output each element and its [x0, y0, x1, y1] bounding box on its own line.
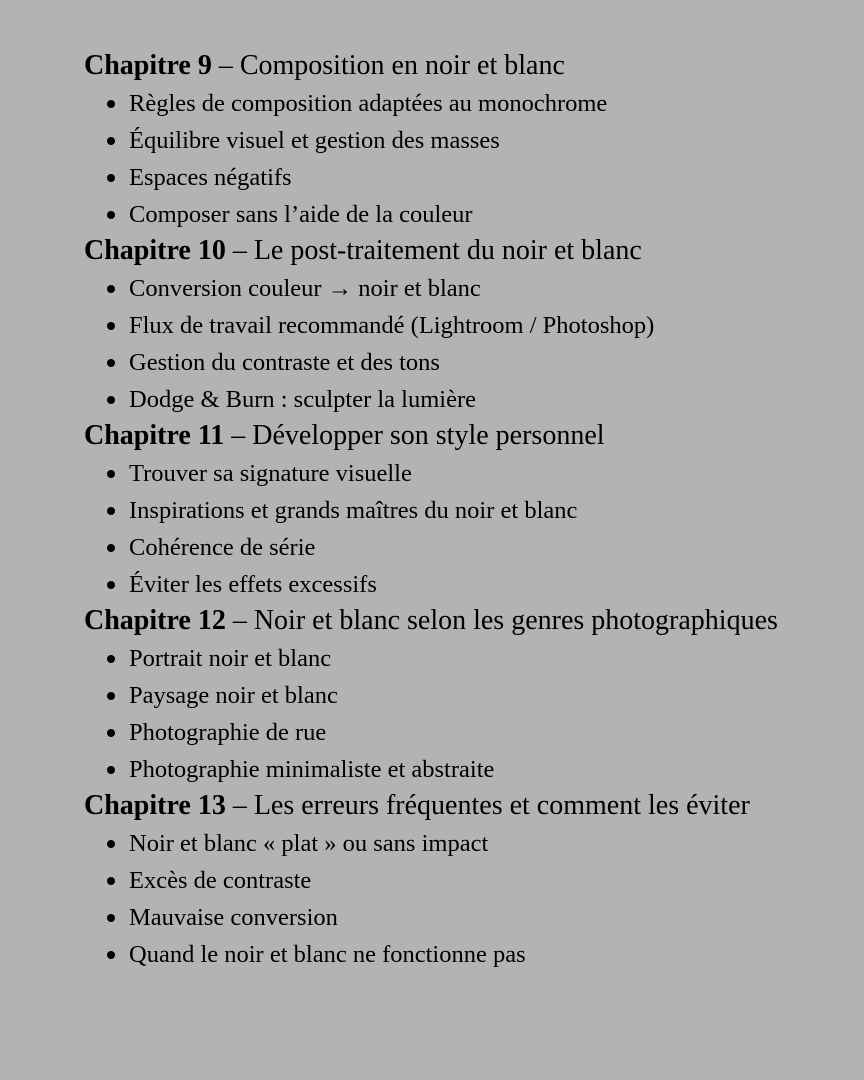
chapter-10: [84, 233, 854, 418]
bullet-icon: [107, 507, 115, 515]
chapter-separator: –: [225, 790, 254, 821]
list-item-text: Inspirations et grands maîtres du noir et blanc: [129, 497, 578, 524]
list-item: [84, 122, 854, 159]
list-item-text: Paysage noir et blanc: [129, 682, 338, 709]
chapter-heading: [84, 788, 854, 825]
list-item-text: Noir et blanc « plat » ou sans impact: [129, 830, 489, 857]
chapter-item-list: [84, 270, 854, 418]
list-item: [84, 270, 854, 307]
list-item: [84, 307, 854, 344]
chapter-item-list: [84, 640, 854, 788]
list-item: [84, 159, 854, 196]
bullet-icon: [107, 359, 115, 367]
bullet-icon: [107, 581, 115, 589]
chapter-title: Développer son style personnel: [252, 420, 605, 451]
list-item: [84, 566, 854, 603]
chapter-heading: [84, 603, 854, 640]
bullet-icon: [107, 211, 115, 219]
list-item: [84, 455, 854, 492]
list-item-text: Photographie minimaliste et abstraite: [129, 756, 495, 783]
bullet-icon: [107, 840, 115, 848]
bullet-icon: [107, 137, 115, 145]
bullet-icon: [107, 322, 115, 330]
chapter-item-list: [84, 825, 854, 973]
chapter-separator: –: [225, 235, 254, 266]
chapter-title: Composition en noir et blanc: [239, 50, 565, 81]
chapter-9: [84, 48, 854, 233]
list-item-text: Conversion couleur → noir et blanc: [129, 275, 481, 302]
chapter-label: Chapitre 12: [84, 605, 226, 636]
table-of-contents: [84, 48, 854, 973]
chapter-heading: [84, 48, 854, 85]
chapter-12: [84, 603, 854, 788]
list-item: [84, 751, 854, 788]
chapter-13: [84, 788, 854, 973]
list-item-text: Cohérence de série: [129, 534, 316, 561]
list-item-text: Éviter les effets excessifs: [129, 571, 377, 598]
list-item: [84, 492, 854, 529]
list-item-text: Flux de travail recommandé (Lightroom / Photoshop): [129, 312, 655, 339]
bullet-icon: [107, 100, 115, 108]
chapter-title: Les erreurs fréquentes et comment les éviter: [253, 790, 750, 821]
chapter-item-list: [84, 85, 854, 233]
bullet-icon: [107, 655, 115, 663]
list-item-text: Portrait noir et blanc: [129, 645, 332, 672]
bullet-icon: [107, 470, 115, 478]
list-item: [84, 677, 854, 714]
list-item: [84, 899, 854, 936]
chapter-title: Noir et blanc selon les genres photographiques: [253, 605, 778, 636]
bullet-icon: [107, 729, 115, 737]
list-item-text: Équilibre visuel et gestion des masses: [129, 127, 500, 154]
list-item-text: Trouver sa signature visuelle: [129, 460, 412, 487]
list-item-text: Excès de contraste: [129, 867, 312, 894]
chapter-item-list: [84, 455, 854, 603]
list-item: [84, 825, 854, 862]
list-item-text: Mauvaise conversion: [129, 904, 338, 931]
bullet-icon: [107, 692, 115, 700]
list-item: [84, 862, 854, 899]
bullet-icon: [107, 766, 115, 774]
chapter-title: Le post-traitement du noir et blanc: [253, 235, 642, 266]
list-item: [84, 529, 854, 566]
bullet-icon: [107, 544, 115, 552]
list-item: [84, 85, 854, 122]
list-item-text: Composer sans l’aide de la couleur: [129, 201, 473, 228]
list-item-text: Règles de composition adaptées au monochrome: [129, 90, 608, 117]
bullet-icon: [107, 914, 115, 922]
list-item: [84, 196, 854, 233]
chapter-11: [84, 418, 854, 603]
bullet-icon: [107, 951, 115, 959]
chapter-separator: –: [224, 420, 253, 451]
bullet-icon: [107, 285, 115, 293]
chapter-heading: [84, 233, 854, 270]
list-item: [84, 640, 854, 677]
chapter-label: Chapitre 13: [84, 790, 226, 821]
chapter-label: Chapitre 11: [84, 420, 225, 451]
chapter-separator: –: [211, 50, 240, 81]
chapter-label: Chapitre 9: [84, 50, 212, 81]
chapter-label: Chapitre 10: [84, 235, 226, 266]
list-item-text: Espaces négatifs: [129, 164, 292, 191]
list-item: [84, 714, 854, 751]
chapter-separator: –: [225, 605, 254, 636]
list-item: [84, 381, 854, 418]
list-item-text: Photographie de rue: [129, 719, 327, 746]
list-item-text: Dodge & Burn : sculpter la lumière: [129, 386, 476, 413]
chapter-heading: [84, 418, 854, 455]
list-item: [84, 936, 854, 973]
list-item-text: Quand le noir et blanc ne fonctionne pas: [129, 941, 526, 968]
list-item-text: Gestion du contraste et des tons: [129, 349, 440, 376]
bullet-icon: [107, 174, 115, 182]
bullet-icon: [107, 396, 115, 404]
list-item: [84, 344, 854, 381]
bullet-icon: [107, 877, 115, 885]
